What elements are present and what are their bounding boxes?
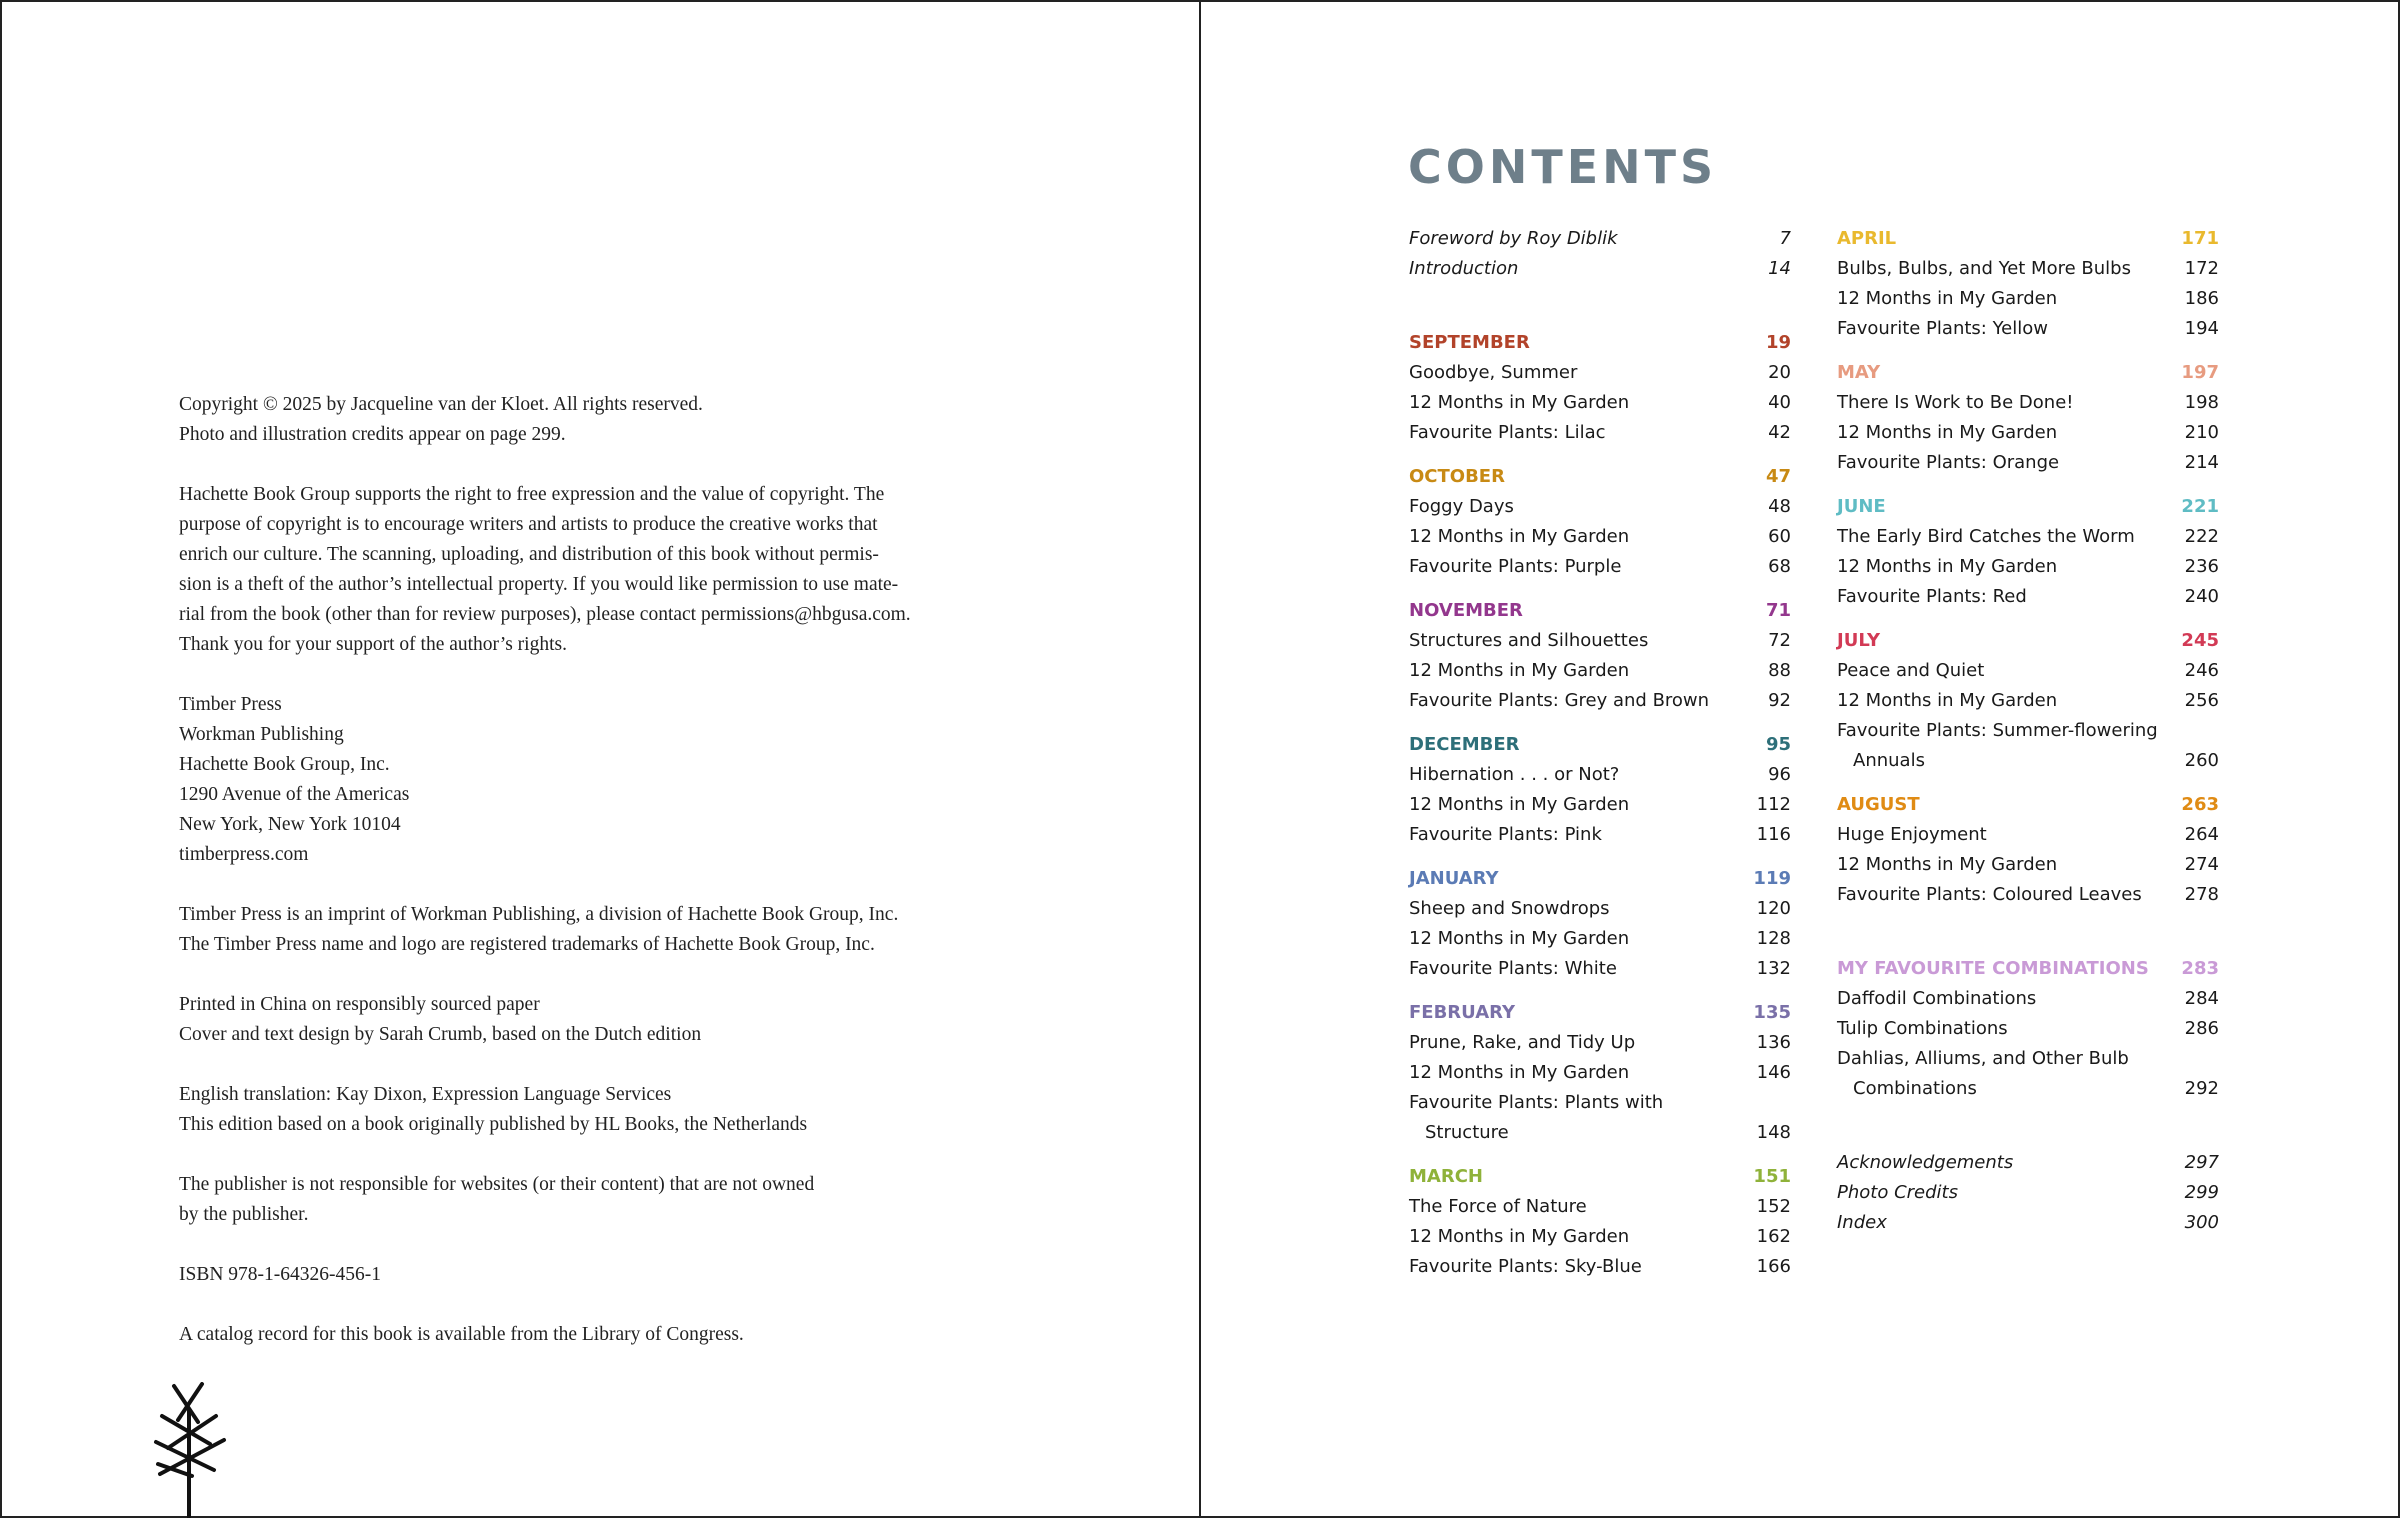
toc-entry-title: Huge Enjoyment bbox=[1837, 824, 1987, 845]
toc-entry bbox=[1837, 448, 2219, 478]
toc-entry bbox=[1409, 656, 1791, 686]
toc-page-number: 194 bbox=[2184, 318, 2219, 339]
toc-entry-title: The Force of Nature bbox=[1409, 1196, 1587, 1217]
toc-page-number: 71 bbox=[1765, 600, 1791, 621]
toc-entry-title: 12 Months in My Garden bbox=[1837, 854, 2058, 875]
toc-entry-title: 12 Months in My Garden bbox=[1409, 1062, 1630, 1083]
copyright-line: English translation: Kay Dixon, Expression Language Services bbox=[179, 1084, 672, 1105]
toc-page-number: 162 bbox=[1756, 1226, 1791, 1247]
copyright-line: Cover and text design by Sarah Crumb, based on the Dutch edition bbox=[179, 1024, 702, 1045]
spacer bbox=[1409, 582, 1791, 596]
copyright-paragraph bbox=[179, 390, 1019, 450]
toc-page-number: 112 bbox=[1756, 794, 1791, 815]
copyright-line: rial from the book (other than for review purposes), please contact permissions@hbgusa.com. bbox=[179, 604, 911, 625]
copyright-line: Copyright © 2025 by Jacqueline van der Kloet. All rights reserved. bbox=[179, 394, 703, 415]
toc-entry-title: Foggy Days bbox=[1409, 496, 1514, 517]
toc-page-number: 88 bbox=[1768, 660, 1791, 681]
toc-entry-title: OCTOBER bbox=[1409, 466, 1505, 487]
toc-entry-title: Favourite Plants: Purple bbox=[1409, 556, 1622, 577]
toc-entry-title: Tulip Combinations bbox=[1837, 1018, 2008, 1039]
toc-entry bbox=[1837, 686, 2219, 716]
toc-entry bbox=[1837, 388, 2219, 418]
page-gutter bbox=[1199, 0, 1201, 1518]
section-heading bbox=[1409, 1162, 1791, 1192]
toc-page-number: 128 bbox=[1756, 928, 1791, 949]
toc-entry bbox=[1837, 254, 2219, 284]
toc-entry-title: NOVEMBER bbox=[1409, 600, 1523, 621]
copyright-paragraph bbox=[179, 690, 1019, 870]
copyright-line: Thank you for your support of the author’s rights. bbox=[179, 634, 567, 655]
copyright-line: enrich our culture. The scanning, uploading, and distribution of this book without permis- bbox=[179, 544, 879, 565]
spacer bbox=[1409, 984, 1791, 998]
contents-column-right bbox=[1837, 224, 2219, 1238]
copyright-line: 1290 Avenue of the Americas bbox=[179, 784, 410, 805]
toc-entry-title: 12 Months in My Garden bbox=[1409, 1226, 1630, 1247]
toc-page-number: 40 bbox=[1768, 392, 1791, 413]
toc-entry-title-line: Favourite Plants: Summer-flowering bbox=[1837, 720, 2158, 741]
toc-page-number: 210 bbox=[2184, 422, 2219, 443]
copyright-line: Photo and illustration credits appear on page 299. bbox=[179, 424, 566, 445]
toc-entry bbox=[1409, 552, 1791, 582]
copyright-line: New York, New York 10104 bbox=[179, 814, 401, 835]
section-heading bbox=[1837, 790, 2219, 820]
toc-page-number: 151 bbox=[1753, 1166, 1791, 1187]
toc-entry-title: AUGUST bbox=[1837, 794, 1920, 815]
toc-entry bbox=[1837, 1178, 2219, 1208]
copyright-paragraph bbox=[179, 1170, 1019, 1230]
toc-page-number: 171 bbox=[2181, 228, 2219, 249]
toc-entry bbox=[1409, 522, 1791, 552]
copyright-paragraph bbox=[179, 900, 1019, 960]
toc-entry-title: Favourite Plants: Coloured Leaves bbox=[1837, 884, 2142, 905]
toc-entry-title-line: Dahlias, Alliums, and Other Bulb bbox=[1837, 1048, 2129, 1069]
toc-page-number: 198 bbox=[2184, 392, 2219, 413]
toc-entry bbox=[1409, 626, 1791, 656]
toc-entry-title: Favourite Plants: White bbox=[1409, 958, 1617, 979]
toc-entry-title: Photo Credits bbox=[1837, 1182, 1958, 1203]
section-heading bbox=[1409, 596, 1791, 626]
copyright-line: Timber Press is an imprint of Workman Publishing, a division of Hachette Book Group, Inc. bbox=[179, 904, 899, 925]
timber-press-tree-logo-icon bbox=[152, 1382, 232, 1518]
toc-entry bbox=[1837, 582, 2219, 612]
toc-entry bbox=[1837, 656, 2219, 686]
toc-page-number: 246 bbox=[2184, 660, 2219, 681]
section-heading bbox=[1409, 998, 1791, 1028]
copyright-paragraph bbox=[179, 1080, 1019, 1140]
copyright-line: sion is a theft of the author’s intellectual property. If you would like permission to use mate- bbox=[179, 574, 899, 595]
copyright-line: purpose of copyright is to encourage writers and artists to produce the creative works that bbox=[179, 514, 878, 535]
toc-entry-title: JULY bbox=[1837, 630, 1881, 651]
copyright-line: A catalog record for this book is available from the Library of Congress. bbox=[179, 1324, 744, 1345]
copyright-line: Hachette Book Group supports the right to free expression and the value of copyright. The bbox=[179, 484, 885, 505]
toc-entry bbox=[1837, 522, 2219, 552]
toc-entry-title: Favourite Plants: Lilac bbox=[1409, 422, 1606, 443]
toc-entry bbox=[1837, 284, 2219, 314]
toc-page-number: 19 bbox=[1765, 332, 1791, 353]
toc-page-number: 14 bbox=[1768, 258, 1791, 279]
toc-page-number: 286 bbox=[2184, 1018, 2219, 1039]
section-heading bbox=[1837, 358, 2219, 388]
toc-entry-title: Favourite Plants: Yellow bbox=[1837, 318, 2048, 339]
spacer bbox=[1409, 1148, 1791, 1162]
toc-entry-title: JUNE bbox=[1837, 496, 1886, 517]
toc-entry-title: FEBRUARY bbox=[1409, 1002, 1516, 1023]
toc-entry-title: Favourite Plants: Red bbox=[1837, 586, 2027, 607]
spacer bbox=[1837, 344, 2219, 358]
toc-page-number: 48 bbox=[1768, 496, 1791, 517]
toc-entry bbox=[1409, 790, 1791, 820]
toc-entry bbox=[1837, 418, 2219, 448]
toc-page-number: 263 bbox=[2181, 794, 2219, 815]
toc-entry-title: Favourite Plants: Pink bbox=[1409, 824, 1602, 845]
toc-page-number: 214 bbox=[2184, 452, 2219, 473]
section-heading bbox=[1837, 954, 2219, 984]
toc-entry-title: Foreword by Roy Diblik bbox=[1409, 228, 1618, 249]
spacer bbox=[1409, 284, 1791, 328]
toc-entry-title: JANUARY bbox=[1409, 868, 1499, 889]
copyright-line: Timber Press bbox=[179, 694, 282, 715]
toc-page-number: 166 bbox=[1756, 1256, 1791, 1277]
toc-page-number: 292 bbox=[2184, 1078, 2219, 1099]
toc-page-number: 92 bbox=[1768, 690, 1791, 711]
section-heading bbox=[1409, 328, 1791, 358]
copyright-line: timberpress.com bbox=[179, 844, 309, 865]
toc-entry-title-line: Structure bbox=[1425, 1122, 1509, 1143]
toc-entry-title: 12 Months in My Garden bbox=[1837, 422, 2058, 443]
toc-entry-title: 12 Months in My Garden bbox=[1409, 928, 1630, 949]
toc-page-number: 299 bbox=[2184, 1182, 2219, 1203]
spacer bbox=[1409, 448, 1791, 462]
spacer bbox=[1409, 850, 1791, 864]
toc-page-number: 60 bbox=[1768, 526, 1791, 547]
toc-page-number: 72 bbox=[1768, 630, 1791, 651]
toc-page-number: 222 bbox=[2184, 526, 2219, 547]
toc-entry bbox=[1409, 492, 1791, 522]
copyright-line: Printed in China on responsibly sourced paper bbox=[179, 994, 540, 1015]
toc-entry bbox=[1409, 760, 1791, 790]
toc-entry bbox=[1837, 820, 2219, 850]
spacer bbox=[1409, 716, 1791, 730]
toc-entry bbox=[1409, 254, 1791, 284]
toc-page-number: 221 bbox=[2181, 496, 2219, 517]
toc-entry-title: DECEMBER bbox=[1409, 734, 1520, 755]
toc-page-number: 284 bbox=[2184, 988, 2219, 1009]
toc-entry bbox=[1409, 1192, 1791, 1222]
toc-entry bbox=[1409, 1222, 1791, 1252]
toc-page-number: 152 bbox=[1756, 1196, 1791, 1217]
toc-entry-title bbox=[1837, 1044, 2157, 1104]
toc-entry-title bbox=[1837, 716, 2157, 776]
toc-entry-title: Introduction bbox=[1409, 258, 1519, 279]
toc-page-number: 172 bbox=[2184, 258, 2219, 279]
toc-page-number: 116 bbox=[1756, 824, 1791, 845]
toc-entry bbox=[1837, 984, 2219, 1014]
toc-page-number: 300 bbox=[2184, 1212, 2219, 1233]
toc-entry-title bbox=[1409, 1088, 1729, 1148]
toc-entry-title: 12 Months in My Garden bbox=[1409, 660, 1630, 681]
toc-entry-title: Daffodil Combinations bbox=[1837, 988, 2037, 1009]
toc-page-number: 274 bbox=[2184, 854, 2219, 875]
section-heading bbox=[1409, 864, 1791, 894]
toc-entry bbox=[1409, 894, 1791, 924]
toc-entry bbox=[1409, 686, 1791, 716]
toc-entry-title: Favourite Plants: Grey and Brown bbox=[1409, 690, 1710, 711]
toc-entry-title: There Is Work to Be Done! bbox=[1837, 392, 2074, 413]
toc-entry-title: Prune, Rake, and Tidy Up bbox=[1409, 1032, 1636, 1053]
toc-entry bbox=[1837, 1014, 2219, 1044]
toc-entry bbox=[1837, 850, 2219, 880]
toc-page-number: 264 bbox=[2184, 824, 2219, 845]
toc-entry-title: Hibernation . . . or Not? bbox=[1409, 764, 1620, 785]
toc-page-number: 96 bbox=[1768, 764, 1791, 785]
toc-entry-title: Structures and Silhouettes bbox=[1409, 630, 1649, 651]
toc-entry-title: SEPTEMBER bbox=[1409, 332, 1530, 353]
toc-entry bbox=[1409, 224, 1791, 254]
copyright-paragraph bbox=[179, 1260, 1019, 1290]
toc-entry-title: The Early Bird Catches the Worm bbox=[1837, 526, 2135, 547]
toc-page-number: 20 bbox=[1768, 362, 1791, 383]
section-heading bbox=[1409, 462, 1791, 492]
spacer bbox=[1837, 612, 2219, 626]
toc-entry bbox=[1409, 1252, 1791, 1282]
toc-page-number: 186 bbox=[2184, 288, 2219, 309]
toc-page-number: 260 bbox=[2184, 750, 2219, 771]
toc-page-number: 148 bbox=[1756, 1122, 1791, 1143]
toc-entry bbox=[1837, 314, 2219, 344]
toc-entry-title: 12 Months in My Garden bbox=[1409, 794, 1630, 815]
toc-page-number: 283 bbox=[2181, 958, 2219, 979]
toc-entry-title: Acknowledgements bbox=[1837, 1152, 2014, 1173]
toc-page-number: 47 bbox=[1765, 466, 1791, 487]
toc-entry bbox=[1409, 418, 1791, 448]
toc-page-number: 135 bbox=[1753, 1002, 1791, 1023]
toc-entry-title: 12 Months in My Garden bbox=[1409, 392, 1630, 413]
toc-entry bbox=[1837, 1148, 2219, 1178]
toc-entry-title: 12 Months in My Garden bbox=[1837, 556, 2058, 577]
copyright-line: This edition based on a book originally published by HL Books, the Netherlands bbox=[179, 1114, 808, 1135]
toc-entry bbox=[1409, 924, 1791, 954]
spacer bbox=[1837, 910, 2219, 954]
toc-page-number: 132 bbox=[1756, 958, 1791, 979]
toc-entry bbox=[1409, 1088, 1791, 1148]
toc-page-number: 120 bbox=[1756, 898, 1791, 919]
toc-page-number: 236 bbox=[2184, 556, 2219, 577]
toc-page-number: 146 bbox=[1756, 1062, 1791, 1083]
toc-page-number: 42 bbox=[1768, 422, 1791, 443]
toc-entry bbox=[1409, 1028, 1791, 1058]
toc-entry-title: MY FAVOURITE COMBINATIONS bbox=[1837, 958, 2149, 979]
toc-page-number: 278 bbox=[2184, 884, 2219, 905]
contents-column-left bbox=[1409, 224, 1791, 1282]
toc-entry bbox=[1837, 716, 2219, 776]
toc-page-number: 68 bbox=[1768, 556, 1791, 577]
copyright-line: Hachette Book Group, Inc. bbox=[179, 754, 390, 775]
copyright-line: The publisher is not responsible for websites (or their content) that are not owned bbox=[179, 1174, 815, 1195]
toc-entry bbox=[1837, 880, 2219, 910]
copyright-line: Workman Publishing bbox=[179, 724, 344, 745]
spacer bbox=[1837, 776, 2219, 790]
toc-entry-title: APRIL bbox=[1837, 228, 1897, 249]
toc-entry-title: Favourite Plants: Sky-Blue bbox=[1409, 1256, 1642, 1277]
toc-entry bbox=[1409, 1058, 1791, 1088]
spacer bbox=[1837, 478, 2219, 492]
toc-entry-title: Sheep and Snowdrops bbox=[1409, 898, 1610, 919]
toc-entry bbox=[1837, 1044, 2219, 1104]
section-heading bbox=[1837, 626, 2219, 656]
toc-entry-title-line: Combinations bbox=[1853, 1078, 1977, 1099]
copyright-block bbox=[179, 390, 1019, 1380]
contents-title: CONTENTS bbox=[1408, 140, 1718, 194]
toc-page-number: 256 bbox=[2184, 690, 2219, 711]
toc-page-number: 136 bbox=[1756, 1032, 1791, 1053]
toc-entry-title-line: Favourite Plants: Plants with bbox=[1409, 1092, 1664, 1113]
toc-entry-title: Bulbs, Bulbs, and Yet More Bulbs bbox=[1837, 258, 2131, 279]
toc-page-number: 7 bbox=[1779, 228, 1791, 249]
toc-entry-title: Goodbye, Summer bbox=[1409, 362, 1578, 383]
toc-page-number: 197 bbox=[2181, 362, 2219, 383]
toc-page-number: 95 bbox=[1765, 734, 1791, 755]
toc-entry-title: Favourite Plants: Orange bbox=[1837, 452, 2060, 473]
toc-entry-title: Peace and Quiet bbox=[1837, 660, 1985, 681]
toc-page-number: 297 bbox=[2184, 1152, 2219, 1173]
toc-entry-title-line: Annuals bbox=[1853, 750, 1925, 771]
spacer bbox=[1837, 1104, 2219, 1148]
toc-page-number: 119 bbox=[1753, 868, 1791, 889]
toc-entry-title: MARCH bbox=[1409, 1166, 1483, 1187]
section-heading bbox=[1837, 492, 2219, 522]
toc-entry-title: MAY bbox=[1837, 362, 1881, 383]
copyright-line: The Timber Press name and logo are registered trademarks of Hachette Book Group, Inc. bbox=[179, 934, 875, 955]
toc-entry bbox=[1837, 1208, 2219, 1238]
toc-entry bbox=[1409, 358, 1791, 388]
copyright-paragraph bbox=[179, 1320, 1019, 1350]
toc-entry bbox=[1409, 820, 1791, 850]
toc-entry bbox=[1409, 954, 1791, 984]
section-heading bbox=[1409, 730, 1791, 760]
toc-page-number: 245 bbox=[2181, 630, 2219, 651]
toc-entry-title: 12 Months in My Garden bbox=[1837, 288, 2058, 309]
copyright-line: by the publisher. bbox=[179, 1204, 309, 1225]
toc-entry bbox=[1837, 552, 2219, 582]
copyright-line: ISBN 978-1-64326-456-1 bbox=[179, 1264, 382, 1285]
copyright-paragraph bbox=[179, 990, 1019, 1050]
toc-entry-title: 12 Months in My Garden bbox=[1409, 526, 1630, 547]
toc-entry bbox=[1409, 388, 1791, 418]
toc-entry-title: Index bbox=[1837, 1212, 1887, 1233]
toc-entry-title: 12 Months in My Garden bbox=[1837, 690, 2058, 711]
toc-page-number: 240 bbox=[2184, 586, 2219, 607]
copyright-paragraph bbox=[179, 480, 1019, 660]
section-heading bbox=[1837, 224, 2219, 254]
